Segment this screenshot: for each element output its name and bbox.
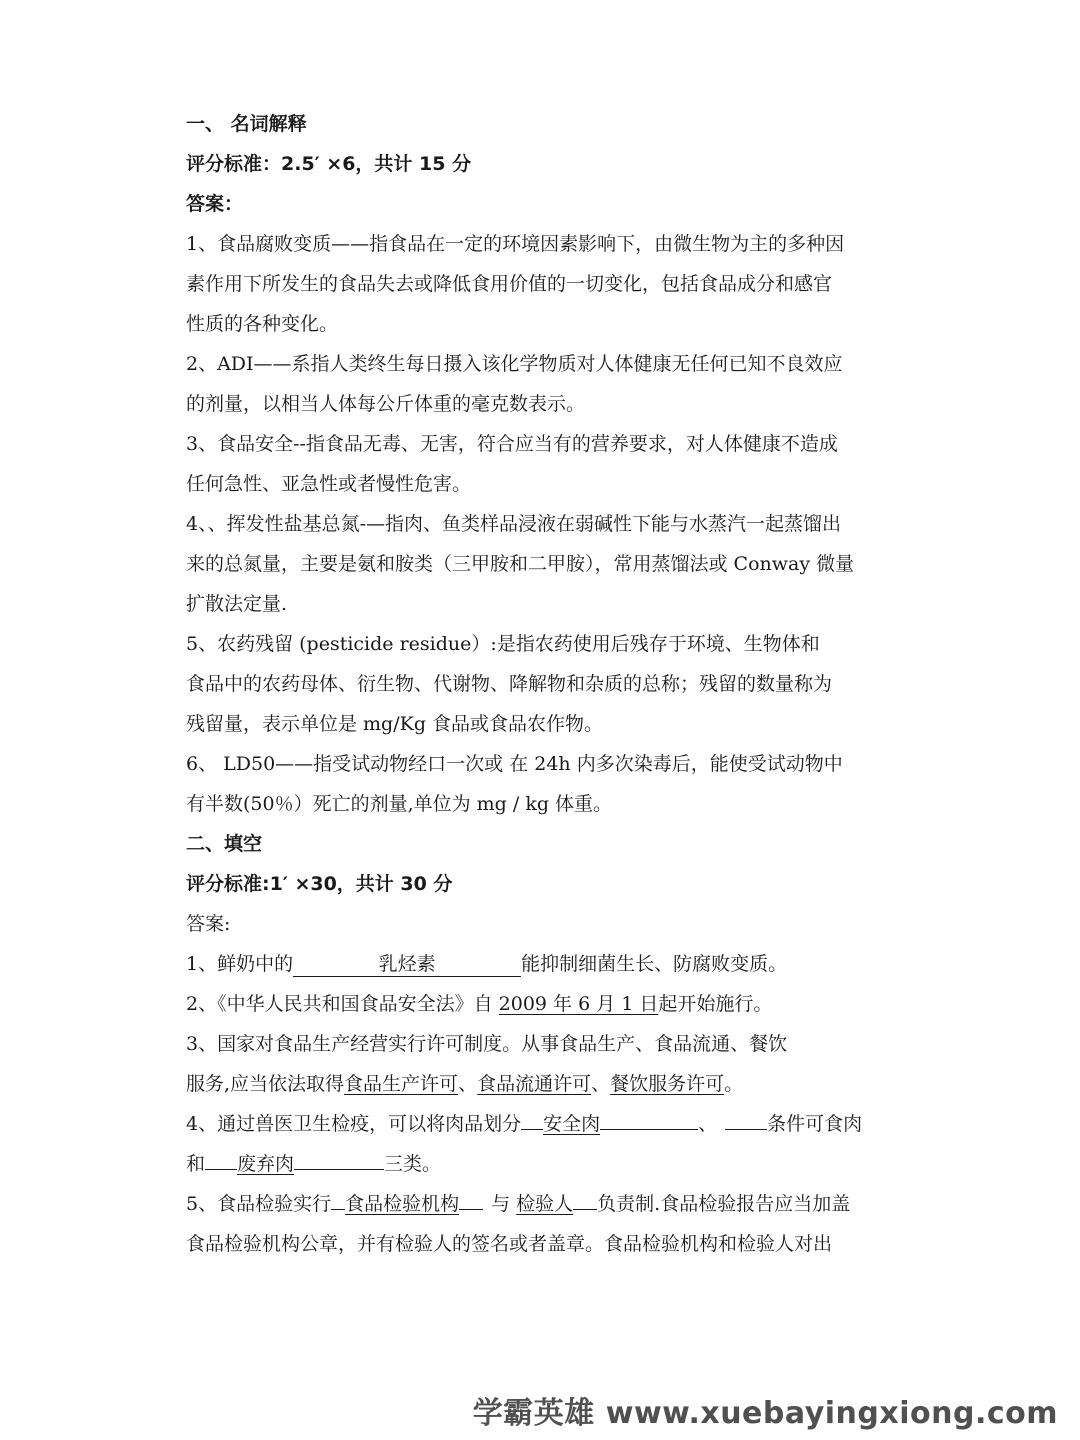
q4-sep-1: 、 — [698, 1113, 718, 1135]
definition-1-line-1: 1、食品腐败变质——指食品在一定的环境因素影响下，由微生物为主的多种因 — [186, 233, 845, 255]
q5-prefix: 5、食品检验实行 — [186, 1193, 332, 1215]
q4-blank-lead-1 — [521, 1105, 543, 1130]
q4-blank-lead-3 — [205, 1145, 237, 1170]
document-page — [186, 104, 898, 1264]
section1-scoring: 评分标准：2.5′ ×6，共计 15 分 — [186, 153, 472, 175]
q3-suffix: 。 — [724, 1073, 744, 1095]
definition-5-line-1: 5、农药残留 (pesticide residue）:是指农药使用后残存于环境、生物体和 — [186, 633, 820, 655]
q4-blank-trail-1 — [600, 1105, 698, 1130]
definition-4-line-2: 来的总氮量，主要是氨和胺类（三甲胺和二甲胺），常用蒸馏法或 Conway 微量 — [186, 553, 855, 575]
fill-question-5-line-2: 食品检验机构公章，并有检验人的签名或者盖章。食品检验机构和检验人对出 — [186, 1233, 833, 1255]
q4-blank-lead-2 — [725, 1105, 767, 1130]
q5-blank-lead-1 — [331, 1185, 345, 1210]
definition-2-line-2: 的剂量，以相当人体每公斤体重的毫克数表示。 — [186, 393, 586, 415]
q2-prefix: 2、《中华人民共和国食品安全法》自 — [186, 993, 499, 1015]
definition-1-line-2: 素作用下所发生的食品失去或降低食用价值的一切变化，包括食品成分和感官 — [186, 273, 833, 295]
q1-answer-blank: 乳烃素 — [293, 952, 521, 977]
q5-blank-trail-2 — [573, 1185, 597, 1210]
q2-suffix: 起开始施行。 — [658, 993, 773, 1015]
q5-answer-1: 食品检验机构 — [345, 1193, 460, 1215]
q5-blank-trail-1 — [459, 1185, 483, 1210]
q4-answer-1: 安全肉 — [543, 1113, 601, 1135]
section2-answer-label: 答案: — [186, 913, 231, 935]
section1-heading: 一、 名词解释 — [186, 113, 307, 135]
fill-question-3-line-1: 3、国家对食品生产经营实行许可制度。从事食品生产、食品流通、餐饮 — [186, 1033, 788, 1055]
q3-sep-1: 、 — [458, 1073, 478, 1095]
definition-2-line-1: 2、ADI——系指人类终生每日摄入该化学物质对人体健康无任何已知不良效应 — [186, 353, 843, 375]
definition-6-line-1: 6、 LD50——指受试动物经口一次或 在 24h 内多次染毒后，能使受试动物中 — [186, 753, 843, 775]
fill-question-4-line-2 — [186, 1144, 898, 1184]
fill-question-1 — [186, 944, 898, 984]
definition-1-line-3: 性质的各种变化。 — [186, 313, 339, 335]
q4-line2-prefix: 和 — [186, 1153, 206, 1175]
fill-question-4-line-1 — [186, 1104, 898, 1144]
q3-answer-3: 餐饮服务许可 — [610, 1073, 725, 1095]
definition-4-line-1: 4、、挥发性盐基总氮-—指肉、鱼类样品浸液在弱碱性下能与水蒸汽一起蒸馏出 — [186, 513, 842, 535]
fill-question-2 — [186, 984, 898, 1024]
q4-prefix: 4、通过兽医卫生检疫，可以将肉品划分 — [186, 1113, 522, 1135]
definition-5-line-2: 食品中的农药母体、衍生物、代谢物、降解物和杂质的总称；残留的数量称为 — [186, 673, 833, 695]
q3-prefix: 服务,应当依法取得 — [186, 1073, 345, 1095]
q4-blank-trail-3 — [294, 1145, 384, 1170]
section2-heading: 二、填空 — [186, 833, 263, 855]
definition-5-line-3: 残留量，表示单位是 mg/Kg 食品或食品农作物。 — [186, 713, 604, 735]
definition-6-line-2: 有半数(50％）死亡的剂量,单位为 mg / kg 体重。 — [186, 793, 613, 815]
watermark: 学霸英雄 www.xuebayingxiong.com — [472, 1396, 1058, 1431]
q1-prefix: 1、鲜奶中的 — [186, 953, 294, 975]
q5-answer-2: 检验人 — [516, 1193, 574, 1215]
section1-answer-label: 答案： — [186, 193, 244, 215]
fill-question-3-line-2 — [186, 1064, 898, 1104]
definition-4-line-3: 扩散法定量. — [186, 593, 288, 615]
q4-suffix: 三类。 — [384, 1153, 442, 1175]
q1-suffix: 能抑制细菌生长、防腐败变质。 — [521, 953, 788, 975]
definition-3-line-2: 任何急性、亚急性或者慢性危害。 — [186, 473, 472, 495]
fill-question-5-line-1 — [186, 1184, 898, 1224]
q4-answer-3: 废弃肉 — [237, 1153, 295, 1175]
q5-mid: 与 — [491, 1193, 517, 1215]
q4-answer-2: 条件可食肉 — [767, 1113, 863, 1135]
q3-answer-2: 食品流通许可 — [477, 1073, 592, 1095]
q2-answer: 2009 年 6 月 1 日 — [498, 993, 659, 1015]
section1-items — [186, 224, 898, 824]
section2-scoring: 评分标准:1′ ×30，共计 30 分 — [186, 873, 453, 895]
q3-sep-2: 、 — [591, 1073, 611, 1095]
q5-suffix: 负责制.食品检验报告应当加盖 — [597, 1193, 851, 1215]
definition-3-line-1: 3、食品安全--指食品无毒、无害，符合应当有的营养要求，对人体健康不造成 — [186, 433, 838, 455]
q3-answer-1: 食品生产许可 — [344, 1073, 459, 1095]
